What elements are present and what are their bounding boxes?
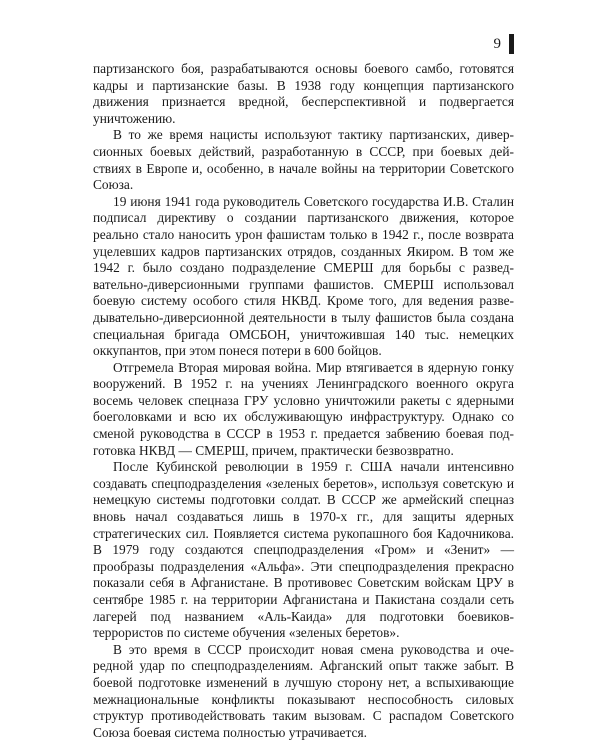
paragraph: 19 июня 1941 года руководитель Советского государства И.В. Сталин подписал директиву о создании партизанского движения, которое реально стало наносить урон фашистам только в 1942 г., после возврата уцелевших кадров партизанских отрядов, созданных Якиром. В том же 1942 г. было создано подразделение СМЕРШ для борьбы с разведвательно-диверсионными группами фашистов. СМЕРШ использовал боевую систему особого стиля НКВД. Кроме того, для ведения разведывательно-диверсионной деятельности в тылу фашистов была создана специальная бригада ОМСБОН, уничтожившая 140 тыс. немецких оккупантов, при этом понеся потери в 600 бойцов. [93, 193, 514, 359]
paragraph: После Кубинской революции в 1959 г. США начали интенсивно создавать спецподразделения «зеленых беретов», используя советскую и немецкую системы подготовки солдат. В СССР же армейский спецназ вновь начал создаваться лишь в 1970-х гг., для защиты ядерных стратегических сил. Появляется система рукопашного боя Кадочникова. В 1979 году создаются спецподразделения «Гром» и «Зенит» — прообразы подразделения «Альфа». Эти спецподразделения прекрасно показали себя в Афганистане. В противовес Советским войскам ЦРУ в сентябре 1985 г. на территории Афганистана и Пакистана создали сеть лагерей под названием «Аль-Каида» для подготовки боевиков-террористов по системе обучения «зеленых беретов». [93, 459, 514, 641]
paragraph: партизанского боя, разрабатываются основы боевого самбо, готовятся кадры и партизанские базы. В 1938 году концепция партизанского движения признается вредной, бесперспективной и подвергается уничтожению. [93, 61, 514, 126]
paragraph: В это время в СССР происходит новая смена руководства и очередной удар по спецподразделениям. Афганский опыт также забыт. В боевой подготовке изменений в лучшую сторону нет, а вспыхивающие межнациональные конфликты показывают неспособность силовых структур противодействовать таким вызовам. С распадом Советского Союза боевая система полностью утрачивается. [93, 641, 514, 740]
paragraph: В то же время нацисты используют тактику партизанских, диверсионных боевых действий, разработанную в СССР, при боевых действиях в Европе и, особенно, в начале войны на территории Советского Союза. [93, 127, 514, 193]
page-number: 9 [493, 36, 501, 52]
body-text [93, 61, 514, 741]
page-marker-bar [509, 34, 514, 54]
paragraph: Отгремела Вторая мировая война. Мир втягивается в ядерную гонку вооружений. В 1952 г. на учениях Ленинградского военного округа восемь человек спецназа ГРУ условно уничтожили ракеты с ядерными боеголовками и всю их обслуживающую инфраструктуру. Однако со сменой руководства в СССР в 1953 г. предается забвению боевая подготовка НКВД — СМЕРШ, причем, практически безвозвратно. [93, 359, 514, 458]
page-header [494, 34, 515, 54]
